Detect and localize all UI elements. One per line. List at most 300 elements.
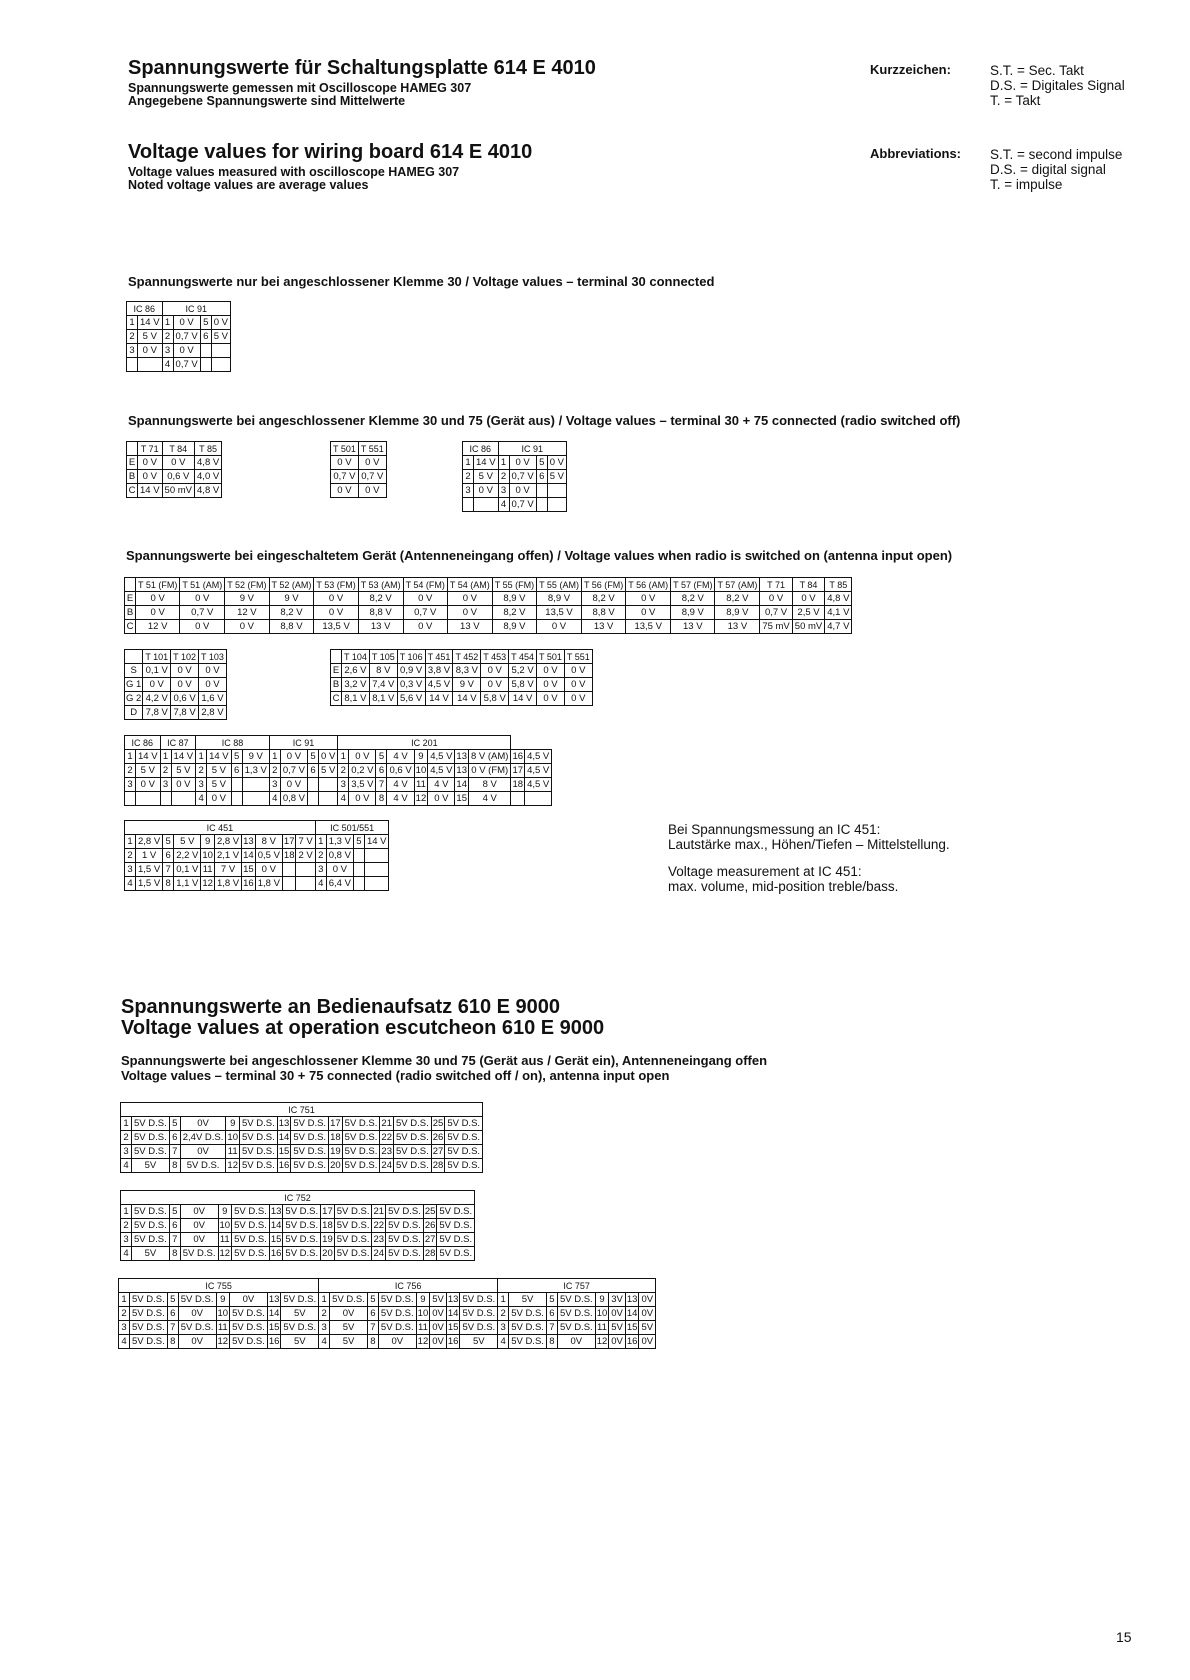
- table-cell: 8: [169, 1159, 180, 1173]
- table-cell: [171, 792, 196, 806]
- table-cell: 16: [270, 1247, 282, 1259]
- table-cell: 2: [498, 1307, 509, 1321]
- table-cell: 0V: [178, 1307, 216, 1321]
- table-cell: 0 V: [211, 316, 230, 330]
- table-row: [331, 692, 593, 706]
- table-cell: 5V D.S.: [281, 1293, 319, 1307]
- table-cell: 13 V: [715, 620, 760, 634]
- table-cell: 0 V: [136, 592, 180, 606]
- table-cell: 9 V: [225, 592, 269, 606]
- table-cell: 1: [269, 750, 280, 764]
- table-cell: 18: [330, 1131, 341, 1143]
- table-cell: 15: [278, 1145, 290, 1157]
- table-cell: 16: [243, 877, 254, 889]
- table-header-cell: T 501: [331, 442, 359, 456]
- table-header-cell: IC 751: [121, 1103, 483, 1117]
- table-row: [127, 442, 222, 456]
- abbr-de-item: T. = Takt: [990, 93, 1041, 108]
- table-row: [331, 456, 387, 470]
- table-cell: 0 V: [138, 470, 163, 484]
- table-cell: 4,5 V: [525, 778, 552, 792]
- table-cell: 14: [447, 1307, 459, 1319]
- table-cell: 5 V: [207, 764, 232, 778]
- table-header-cell: IC 87: [160, 736, 196, 750]
- t8-grid: [120, 1190, 475, 1261]
- table-cell: 7: [546, 1321, 557, 1335]
- table-cell: 0 V: [162, 456, 194, 470]
- table-cell: 21: [381, 1117, 392, 1129]
- table-cell: 0 V: [171, 678, 199, 692]
- table-header-cell: IC 86: [125, 736, 161, 750]
- table-cell: 10: [219, 1219, 231, 1231]
- escutcheon-sub-en: Voltage values – terminal 30 + 75 connected (radio switched off / on), antenna input open: [121, 1068, 670, 1083]
- table-row: [121, 1247, 475, 1261]
- table-cell: 0V: [180, 1117, 226, 1131]
- table-cell: 2: [315, 849, 326, 863]
- table-cell: 0 V: [173, 316, 200, 330]
- table-row: [125, 620, 852, 634]
- table-cell: 8,1 V: [342, 692, 370, 706]
- table-cell: 5V D.S.: [386, 1219, 424, 1233]
- table-cell: 0 V: [626, 606, 671, 620]
- table-cell: 9: [414, 750, 428, 764]
- table-cell: 8: [169, 1247, 180, 1261]
- table-cell: 0 V: [180, 620, 225, 634]
- table-cell: 5V D.S.: [386, 1233, 424, 1247]
- table-cell: [364, 863, 389, 877]
- table-cell: 5V D.S.: [460, 1321, 498, 1335]
- table-cell: 3,2 V: [342, 678, 370, 692]
- table-ic752: [120, 1190, 475, 1261]
- table-cell: 0 V: [171, 664, 199, 678]
- table-cell: 12: [415, 792, 427, 804]
- table-row: [119, 1293, 656, 1307]
- table-cell: 5V D.S.: [232, 1205, 270, 1219]
- table-cell: 0 V: [199, 664, 227, 678]
- table-cell: E: [125, 592, 136, 606]
- table-cell: 0 V: [626, 592, 671, 606]
- t1-grid: [126, 301, 231, 372]
- table-cell: 7,8 V: [171, 706, 199, 720]
- table-cell: 28: [424, 1247, 436, 1259]
- table-cell: [547, 498, 566, 512]
- table-header-cell: T 106: [397, 650, 425, 664]
- table-cell: 4,7 V: [825, 620, 852, 634]
- table-header-cell: T 551: [564, 650, 592, 664]
- table-cell: S: [125, 664, 143, 678]
- table-cell: 4: [125, 877, 136, 891]
- table-cell: 7: [169, 1233, 180, 1247]
- table-cell: 0V: [639, 1335, 656, 1349]
- table-cell: 0 V: [136, 606, 180, 620]
- table-cell: 4,8 V: [195, 484, 222, 498]
- table-cell: 3: [125, 778, 136, 792]
- table-cell: 11: [219, 1233, 230, 1245]
- table-cell: [242, 778, 269, 792]
- table-cell: [242, 792, 269, 806]
- table-cell: 5 V: [136, 764, 161, 778]
- table-cell: 2,8 V: [199, 706, 227, 720]
- table-cell: 5,8 V: [481, 692, 509, 706]
- table-cell: 11: [418, 1321, 428, 1333]
- table-cell: 16: [626, 1335, 638, 1347]
- table-header-cell: IC 91: [498, 442, 566, 456]
- table-cell: 14 V: [138, 484, 163, 498]
- table-header-cell: T 103: [199, 650, 227, 664]
- table-cell: 5V D.S.: [232, 1219, 270, 1233]
- table-cell: 13,5 V: [626, 620, 671, 634]
- table-cell: 5V: [639, 1321, 656, 1335]
- table-cell: 10: [227, 1131, 238, 1143]
- table-cell: 8 V: [469, 778, 511, 792]
- table-cell: 14: [243, 849, 254, 861]
- table-cell: 5: [376, 750, 387, 764]
- table-cell: 5V D.S.: [132, 1233, 170, 1247]
- table-cell: 7 V: [296, 835, 315, 849]
- table-cell: 1: [498, 1293, 509, 1307]
- table-cell: 6: [231, 764, 242, 778]
- table-cell: 5V D.S.: [132, 1145, 170, 1159]
- table-cell: [353, 849, 364, 863]
- t2b-grid: [330, 441, 387, 498]
- table-cell: 5V D.S.: [445, 1117, 483, 1131]
- table-cell: [536, 484, 547, 498]
- table-cell: 5V D.S.: [378, 1293, 416, 1307]
- table-cell: 5V D.S.: [283, 1205, 321, 1219]
- table-cell: 0 V: [537, 664, 565, 678]
- table-cell: 0,7 V: [280, 764, 307, 778]
- table-cell: 24: [373, 1247, 385, 1259]
- table-cell: 0V: [430, 1335, 447, 1349]
- table-header-cell: T 453: [481, 650, 509, 664]
- table-cell: 2: [196, 764, 207, 778]
- table-row: [463, 484, 567, 498]
- table-cell: 17: [322, 1205, 333, 1217]
- table-cell: 5V D.S.: [334, 1205, 372, 1219]
- table-row: [125, 606, 852, 620]
- table-cell: 9: [595, 1293, 609, 1307]
- table-cell: 4 V: [469, 792, 511, 806]
- table-header-cell: T 84: [792, 578, 824, 592]
- table-cell: [282, 877, 296, 891]
- table-cell: [296, 877, 315, 891]
- table-cell: 6: [376, 764, 387, 778]
- table-cell: [463, 498, 474, 512]
- table-cell: 0 V: [138, 344, 163, 358]
- table-cell: 13: [243, 835, 254, 847]
- table-header-cell: [125, 650, 143, 664]
- table-cell: 9 V: [269, 592, 314, 606]
- table-header-cell: T 51 (FM): [136, 578, 180, 592]
- table-cell: 5V D.S.: [445, 1131, 483, 1145]
- ic451-note-en1: Voltage measurement at IC 451:: [668, 864, 862, 879]
- table-cell: 5: [167, 1293, 178, 1307]
- table-cell: 11: [227, 1145, 238, 1157]
- table-cell: 12: [417, 1335, 429, 1347]
- table-cell: 0 V: [447, 606, 492, 620]
- table-cell: 0V: [557, 1335, 595, 1349]
- table-t2c: [462, 441, 567, 512]
- table-cell: 21: [373, 1205, 385, 1217]
- table-cell: 7: [167, 1321, 178, 1335]
- table-cell: 5: [200, 316, 211, 330]
- table-cell: 4,1 V: [825, 606, 852, 620]
- table-cell: 12: [217, 1335, 229, 1347]
- table-cell: 0 V: [349, 750, 376, 764]
- table-cell: 0V: [430, 1307, 447, 1321]
- table-header-cell: T 54 (FM): [403, 578, 447, 592]
- t4a-grid: [124, 649, 227, 720]
- table-cell: 0V: [178, 1335, 216, 1349]
- table-cell: 0 V: [760, 592, 792, 606]
- table-cell: 5V D.S.: [281, 1321, 319, 1335]
- table-cell: 0,1 V: [174, 863, 201, 877]
- table-row: [125, 750, 552, 764]
- table-cell: 0 V: [349, 792, 376, 806]
- table-header-cell: IC 501/551: [315, 821, 389, 835]
- table-cell: 3,8 V: [425, 664, 453, 678]
- table-row: [463, 470, 567, 484]
- table-cell: 0 V: [481, 664, 509, 678]
- table-cell: 8,9 V: [715, 606, 760, 620]
- escutcheon-title-en: Voltage values at operation escutcheon 610 E 9000: [121, 1017, 605, 1039]
- table-cell: 0V: [639, 1307, 656, 1321]
- table-row: [125, 863, 389, 877]
- t4b-grid: [330, 649, 593, 706]
- table-cell: 5V D.S.: [130, 1321, 168, 1335]
- table-cell: 5V D.S.: [342, 1131, 380, 1145]
- table-cell: 14: [278, 1131, 290, 1143]
- table-cell: 1: [498, 456, 509, 470]
- table-row: [125, 821, 389, 835]
- page-number: 15: [1116, 1629, 1132, 1645]
- table-cell: 5V D.S.: [386, 1247, 424, 1261]
- table-cell: 14 V: [136, 750, 161, 764]
- table-header-cell: T 57 (AM): [715, 578, 760, 592]
- table-cell: 5 V: [174, 835, 201, 849]
- table-header-cell: IC 201: [338, 736, 511, 750]
- table-cell: 3: [162, 344, 173, 358]
- table-cell: 19: [330, 1145, 341, 1157]
- table-t3: [124, 577, 852, 634]
- table-cell: 0,7 V: [173, 358, 200, 372]
- table-cell: 8,2 V: [581, 592, 625, 606]
- table-t2a: [126, 441, 222, 498]
- table-cell: C: [125, 620, 136, 634]
- table-cell: C: [127, 484, 138, 498]
- table-cell: 5V D.S.: [342, 1117, 380, 1131]
- table-row: [125, 736, 552, 750]
- table-cell: 5V D.S.: [132, 1117, 170, 1131]
- table-cell: 5V D.S.: [334, 1233, 372, 1247]
- table-cell: 8,2 V: [715, 592, 760, 606]
- table-cell: 14: [626, 1307, 638, 1319]
- table-cell: 4,8 V: [825, 592, 852, 606]
- table-cell: 4: [315, 877, 326, 891]
- abbr-de-item: S.T. = Sec. Takt: [990, 63, 1084, 78]
- table-cell: 6: [536, 470, 547, 484]
- table-cell: 0 V: [331, 484, 359, 498]
- table-cell: 5V D.S.: [240, 1159, 278, 1173]
- table-cell: 19: [322, 1233, 333, 1245]
- table-header-cell: [125, 578, 136, 592]
- table-cell: 13: [456, 764, 467, 776]
- table-cell: 5V: [330, 1321, 368, 1335]
- table-row: [125, 778, 552, 792]
- table-row: [121, 1191, 475, 1205]
- table-header-cell: T 85: [825, 578, 852, 592]
- table-cell: 3: [498, 484, 509, 498]
- table-row: [127, 484, 222, 498]
- table-cell: [308, 778, 319, 792]
- table-cell: 0 V: [173, 344, 200, 358]
- table-cell: 0,7 V: [180, 606, 225, 620]
- table-cell: 1: [196, 750, 207, 764]
- table-header-cell: T 501: [537, 650, 565, 664]
- table-cell: 5V D.S.: [509, 1321, 547, 1335]
- table-cell: 0,9 V: [397, 664, 425, 678]
- table-row: [125, 792, 552, 806]
- table-cell: 15: [447, 1321, 459, 1333]
- table-cell: 5V D.S.: [283, 1233, 321, 1247]
- table-cell: 0 V: [225, 620, 269, 634]
- table-row: [121, 1219, 475, 1233]
- table-cell: 5V D.S.: [445, 1159, 483, 1173]
- table-cell: 28: [432, 1159, 444, 1171]
- table-cell: 8 V: [255, 835, 282, 849]
- table-cell: 6,4 V: [326, 877, 353, 891]
- table-cell: 8: [167, 1335, 178, 1349]
- table-cell: 5V D.S.: [180, 1247, 218, 1261]
- table-cell: 4,8 V: [195, 456, 222, 470]
- table-cell: 0V: [180, 1145, 226, 1159]
- table-cell: 5V: [281, 1307, 319, 1321]
- table-cell: 0 V: [474, 484, 499, 498]
- table-cell: 2,8 V: [214, 835, 241, 849]
- table-cell: 5V D.S.: [378, 1307, 416, 1321]
- table-cell: 3: [121, 1233, 132, 1247]
- table-cell: 0 V (FM): [469, 764, 511, 778]
- table-cell: 4: [269, 792, 280, 806]
- table-cell: 0 V: [564, 678, 592, 692]
- heading-en: [128, 142, 532, 192]
- table-cell: 0,6 V: [387, 764, 414, 778]
- table-cell: 14: [268, 1307, 280, 1319]
- table-cell: 2: [463, 470, 474, 484]
- table-header-cell: T 452: [453, 650, 481, 664]
- table-cell: 6: [308, 764, 319, 778]
- table-cell: 3: [121, 1145, 132, 1159]
- table-cell: 0 V: [428, 792, 455, 806]
- heading-de-title: Spannungswerte für Schaltungsplatte 614 E 4010: [128, 57, 596, 79]
- table-cell: 3,5 V: [349, 778, 376, 792]
- table-cell: 8,2 V: [671, 592, 715, 606]
- table-cell: 8,3 V: [453, 664, 481, 678]
- table-cell: 0 V: [447, 592, 492, 606]
- table-cell: 5V D.S.: [178, 1293, 216, 1307]
- table-cell: 2: [121, 1131, 132, 1145]
- table-cell: [319, 792, 338, 806]
- table-row: [127, 470, 222, 484]
- table-cell: 12: [596, 1335, 608, 1347]
- table-cell: 1,3 V: [242, 764, 269, 778]
- table-cell: 14: [270, 1219, 282, 1231]
- table-header-cell: T 55 (AM): [537, 578, 582, 592]
- table-cell: 2: [162, 330, 173, 344]
- table-cell: 0 V: [509, 484, 536, 498]
- table-cell: 7,8 V: [143, 706, 171, 720]
- table-cell: 2,6 V: [342, 664, 370, 678]
- table-cell: 0V: [180, 1219, 218, 1233]
- table-cell: 9: [216, 1293, 230, 1307]
- table-cell: 17: [512, 764, 524, 776]
- table-cell: 5V D.S.: [283, 1247, 321, 1261]
- table-row: [121, 1145, 483, 1159]
- t3-grid: [124, 577, 852, 634]
- table-t4a: [124, 649, 227, 720]
- table-cell: 1,5 V: [136, 863, 163, 877]
- table-cell: 0,1 V: [143, 664, 171, 678]
- table-cell: 5V D.S.: [230, 1307, 268, 1321]
- table-cell: 5V D.S.: [509, 1307, 547, 1321]
- table-cell: 0 V: [331, 456, 359, 470]
- t9-grid: [118, 1278, 656, 1349]
- table-cell: [200, 344, 211, 358]
- table-row: [121, 1117, 483, 1131]
- table-cell: 4,2 V: [143, 692, 171, 706]
- table-cell: 2: [498, 470, 509, 484]
- table-cell: 0 V: [509, 456, 536, 470]
- table-cell: 0 V: [326, 863, 353, 877]
- table-cell: [296, 863, 315, 877]
- table-cell: 5V: [460, 1335, 498, 1349]
- table-cell: 0 V: [136, 778, 161, 792]
- table-cell: 1,6 V: [199, 692, 227, 706]
- table-cell: 1: [162, 316, 173, 330]
- heading-en-line1: Voltage values measured with oscilloscope HAMEG 307: [128, 165, 460, 179]
- table-cell: 8,8 V: [358, 606, 403, 620]
- table-cell: 0 V: [537, 620, 582, 634]
- table-header-cell: IC 451: [125, 821, 316, 835]
- table-cell: 22: [381, 1131, 392, 1143]
- table-cell: 1,3 V: [326, 835, 353, 849]
- table-t2b: [330, 441, 387, 498]
- table-cell: 5V D.S.: [393, 1159, 431, 1173]
- table-cell: 5: [308, 750, 319, 764]
- table-cell: 15: [243, 863, 254, 875]
- table-cell: 1,1 V: [174, 877, 201, 891]
- table-cell: 7,4 V: [369, 678, 397, 692]
- table-row: [125, 706, 227, 720]
- table-cell: 5V D.S.: [342, 1159, 380, 1173]
- table-cell: 10: [596, 1307, 608, 1319]
- table-cell: 5 V: [138, 330, 163, 344]
- table-cell: 2: [338, 764, 349, 778]
- table-cell: 5V D.S.: [557, 1307, 595, 1321]
- abbr-en-item: D.S. = digital signal: [990, 162, 1106, 177]
- table-cell: 2: [269, 764, 280, 778]
- table-cell: 5: [169, 1205, 180, 1219]
- table-cell: 4: [319, 1335, 330, 1349]
- table-cell: 14 V: [171, 750, 196, 764]
- table-header-cell: T 551: [358, 442, 386, 456]
- table-cell: 25: [424, 1205, 436, 1217]
- table-cell: 1: [127, 316, 138, 330]
- table-cell: 26: [432, 1131, 444, 1143]
- table-cell: 3: [498, 1321, 509, 1335]
- table-cell: 0 V: [280, 750, 307, 764]
- table-row: [125, 849, 389, 863]
